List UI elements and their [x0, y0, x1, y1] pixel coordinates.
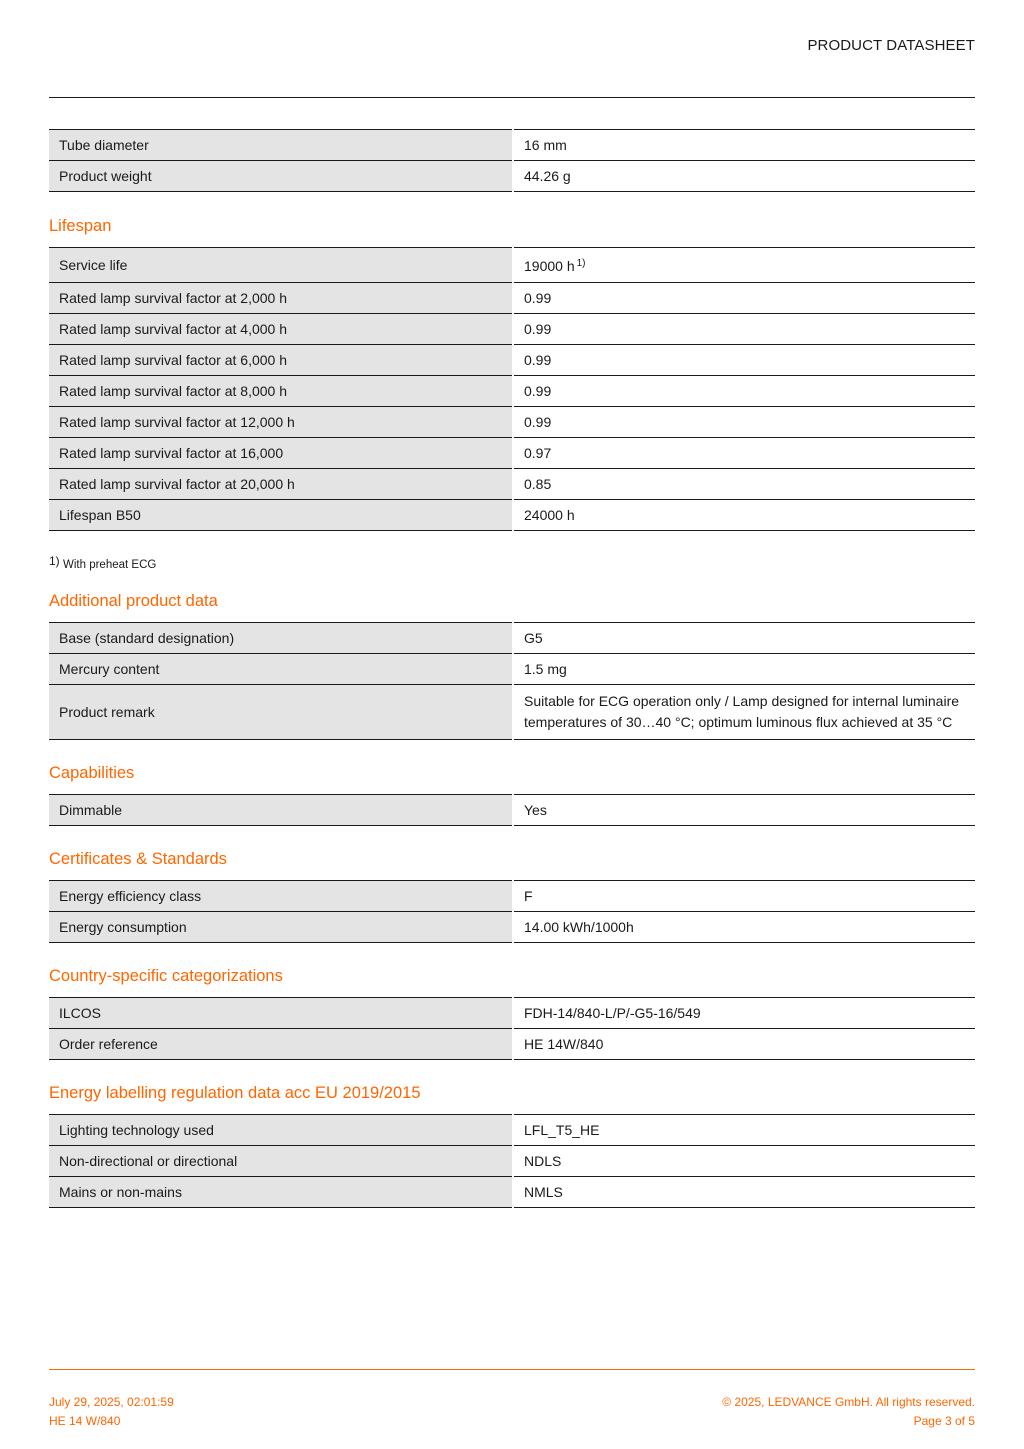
spec-value: HE 14W/840 [513, 1029, 975, 1060]
section-title-capabilities: Capabilities [49, 764, 135, 782]
footer-page-number: Page 3 of 5 [913, 1414, 975, 1428]
spec-label: Rated lamp survival factor at 8,000 h [49, 376, 513, 407]
spec-value-text: 19000 h [524, 258, 575, 274]
section-title-lifespan: Lifespan [49, 217, 112, 235]
capabilities-table [49, 794, 975, 826]
table-row [49, 685, 975, 740]
footer-product-name: HE 14 W/840 [49, 1414, 121, 1428]
table-row [49, 998, 975, 1029]
footnote-text: With preheat ECG [63, 559, 157, 571]
section-title-additional-product-data: Additional product data [49, 592, 218, 610]
spec-value: Yes [513, 795, 975, 826]
spec-label: Rated lamp survival factor at 2,000 h [49, 283, 513, 314]
footer-left [49, 1393, 174, 1431]
spec-label: Service life [49, 248, 513, 283]
spec-value: 0.99 [513, 407, 975, 438]
spec-value-line: Suitable for ECG operation only / Lamp designed for internal luminaire [524, 693, 960, 709]
table-row [49, 438, 975, 469]
certificates-table [49, 880, 975, 943]
table-row [49, 500, 975, 531]
energy-label-table [49, 1114, 975, 1208]
spec-label: Rated lamp survival factor at 12,000 h [49, 407, 513, 438]
spec-label: Rated lamp survival factor at 16,000 [49, 438, 513, 469]
spec-label: Product remark [49, 685, 513, 740]
spec-label: Energy efficiency class [49, 881, 513, 912]
spec-value: 44.26 g [513, 161, 975, 192]
spec-label: Lifespan B50 [49, 500, 513, 531]
table-row [49, 407, 975, 438]
spec-value: 0.97 [513, 438, 975, 469]
spec-label: Product weight [49, 161, 513, 192]
datasheet-content [49, 129, 975, 1208]
spec-value: FDH-14/840-L/P/-G5-16/549 [513, 998, 975, 1029]
section-title-certificates: Certificates & Standards [49, 850, 227, 868]
table-row [49, 248, 975, 283]
spec-value: G5 [513, 623, 975, 654]
footnote-ref: 1) [576, 258, 586, 269]
header-divider [49, 97, 975, 98]
spec-label: Base (standard designation) [49, 623, 513, 654]
footer-copyright: © 2025, LEDVANCE GmbH. All rights reserved. [722, 1395, 975, 1409]
table-row [49, 161, 975, 192]
spec-value [513, 248, 975, 283]
table-row [49, 345, 975, 376]
spec-value: 0.99 [513, 376, 975, 407]
document-header-title: PRODUCT DATASHEET [807, 37, 975, 54]
spec-label: ILCOS [49, 998, 513, 1029]
table-row [49, 130, 975, 161]
footer-timestamp: July 29, 2025, 02:01:59 [49, 1395, 174, 1409]
spec-label: Rated lamp survival factor at 20,000 h [49, 469, 513, 500]
spec-value: 16 mm [513, 130, 975, 161]
spec-label: Mains or non-mains [49, 1177, 513, 1208]
spec-value [513, 685, 975, 740]
footnote-marker: 1) [49, 554, 60, 568]
table-row [49, 1177, 975, 1208]
spec-label: Tube diameter [49, 130, 513, 161]
spec-label: Order reference [49, 1029, 513, 1060]
table-row [49, 376, 975, 407]
spec-value: 0.99 [513, 283, 975, 314]
table-row [49, 1115, 975, 1146]
spec-label: Rated lamp survival factor at 6,000 h [49, 345, 513, 376]
spec-label: Mercury content [49, 654, 513, 685]
spec-label: Dimmable [49, 795, 513, 826]
footer-divider [49, 1369, 975, 1370]
spec-value: F [513, 881, 975, 912]
spec-label: Non-directional or directional [49, 1146, 513, 1177]
section-title-country-specific: Country-specific categorizations [49, 967, 283, 985]
spec-value: 24000 h [513, 500, 975, 531]
spec-value: LFL_T5_HE [513, 1115, 975, 1146]
table-row [49, 881, 975, 912]
spec-value: 1.5 mg [513, 654, 975, 685]
additional-data-table [49, 622, 975, 740]
table-row [49, 623, 975, 654]
section-title-energy-labelling: Energy labelling regulation data acc EU 2019/2015 [49, 1084, 421, 1102]
spec-label: Lighting technology used [49, 1115, 513, 1146]
table-row [49, 654, 975, 685]
country-table [49, 997, 975, 1060]
spec-value: 0.99 [513, 314, 975, 345]
table-row [49, 1146, 975, 1177]
footnote [49, 554, 975, 571]
spec-value-line: temperatures of 30…40 °C; optimum luminous flux achieved at 35 °C [524, 714, 953, 730]
spec-value: NDLS [513, 1146, 975, 1177]
table-row [49, 283, 975, 314]
spec-label: Rated lamp survival factor at 4,000 h [49, 314, 513, 345]
dimensions-table [49, 129, 975, 192]
spec-value: NMLS [513, 1177, 975, 1208]
spec-value: 0.99 [513, 345, 975, 376]
spec-value: 0.85 [513, 469, 975, 500]
footer-right [722, 1393, 975, 1431]
table-row [49, 1029, 975, 1060]
table-row [49, 912, 975, 943]
spec-label: Energy consumption [49, 912, 513, 943]
table-row [49, 469, 975, 500]
lifespan-table [49, 247, 975, 531]
table-row [49, 795, 975, 826]
table-row [49, 314, 975, 345]
spec-value: 14.00 kWh/1000h [513, 912, 975, 943]
